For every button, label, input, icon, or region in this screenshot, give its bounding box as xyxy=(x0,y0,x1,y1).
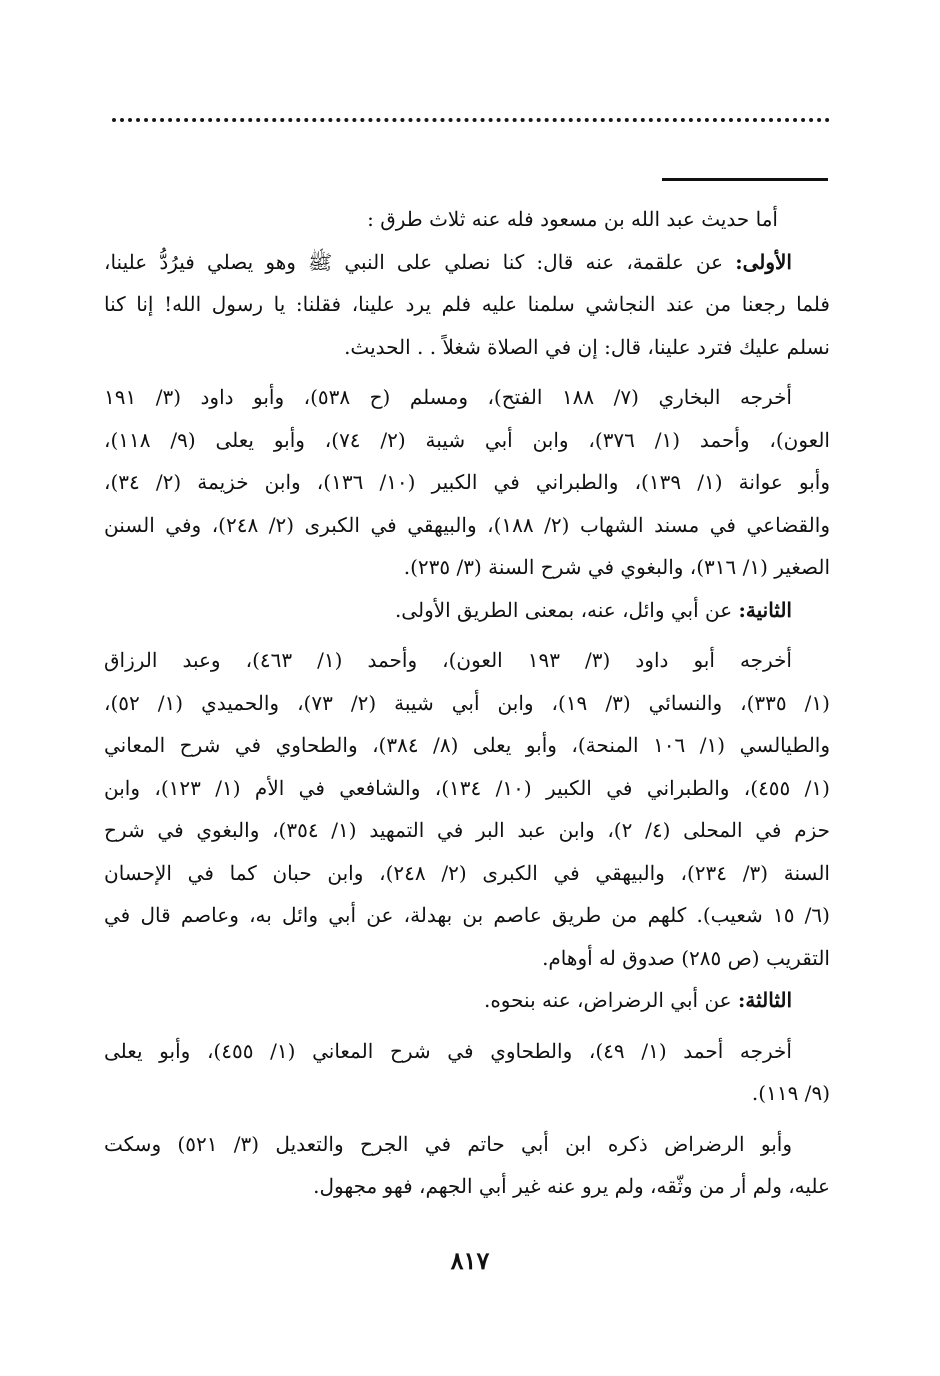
line-text: فلما رجعنا من عند النجاشي سلمنا عليه فلم يرد علينا، فقلنا: يا رسول الله! إنا كنا xyxy=(104,292,830,316)
text-line xyxy=(104,1165,830,1208)
line-text: أخرجه أبو داود (٣/ ١٩٣ العون)، وأحمد (١/ ٤٦٣)، وعبد الرزاق xyxy=(104,648,792,672)
line-text: عن أبي وائل، عنه، بمعنى الطريق الأولى. xyxy=(394,597,739,622)
dotted-separator xyxy=(112,118,830,122)
text-line xyxy=(104,767,830,810)
line-text: وأبو عوانة (١/ ١٣٩)، والطبراني في الكبير (١٠/ ١٣٦)، وابن خزيمة (٢/ ٣٤)، xyxy=(104,470,830,494)
text-line xyxy=(104,589,830,632)
line-text: التقريب (ص ٢٨٥) صدوق له أوهام. xyxy=(542,945,830,970)
text-line xyxy=(104,979,830,1022)
text-line xyxy=(104,461,830,504)
text-line xyxy=(104,283,830,326)
line-text: (٦/ ١٥ شعيب). كلهم من طريق عاصم بن بهدلة، عن أبي وائل به، وعاصم قال في xyxy=(104,903,830,927)
line-text: نسلم عليك فترد علينا، قال: إن في الصلاة شغلاً . . الحديث. xyxy=(344,334,830,359)
text-line xyxy=(104,376,830,419)
line-text: العون)، وأحمد (١/ ٣٧٦)، وابن أبي شيبة (٢/ ٧٤)، وأبو يعلى (٩/ ١١٨)، xyxy=(104,427,830,452)
line-text: (٩/ ١١٩). xyxy=(751,1081,830,1105)
line-text: (١/ ٤٥٥)، والطبراني في الكبير (١٠/ ١٣٤)، والشافعي في الأم (١/ ١٢٣)، وابن xyxy=(104,775,830,800)
text-line xyxy=(104,852,830,895)
line-text: عن أبي الرضراض، عنه بنحوه. xyxy=(483,988,738,1012)
line-text: والطيالسي (١/ ١٠٦ المنحة)، وأبو يعلى (٨/ ٣٨٤)، والطحاوي في شرح المعاني xyxy=(104,733,831,757)
text-line xyxy=(104,894,830,937)
paragraph-lead: الثالثة: xyxy=(737,988,792,1012)
line-text: عن علقمة، عنه قال: كنا نصلي على النبي ﷺ وهو يصلي فيرُدُّ علينا، xyxy=(104,249,736,274)
section-rule xyxy=(662,178,828,181)
text-line xyxy=(104,809,830,852)
text-line xyxy=(104,546,830,589)
paragraph-gap xyxy=(104,368,830,376)
line-text: أخرجه أحمد (١/ ٤٩)، والطحاوي في شرح المعاني (١/ ٤٥٥)، وأبو يعلى xyxy=(104,1038,792,1063)
paragraph-gap xyxy=(104,631,830,639)
line-text: أما حديث عبد الله بن مسعود فله عنه ثلاث طرق : xyxy=(367,207,778,231)
line-text: (١/ ٣٣٥)، والنسائي (٣/ ١٩)، وابن أبي شيبة (٢/ ٧٣)، والحميدي (١/ ٥٢)، xyxy=(104,690,830,715)
text-line xyxy=(104,1123,830,1166)
text-line xyxy=(104,937,830,980)
text-line xyxy=(104,639,830,682)
paragraph-lead: الأولى: xyxy=(735,249,792,274)
line-text: أخرجه البخاري (٧/ ١٨٨ الفتح)، ومسلم (ح ٥٣٨)، وأبو داود (٣/ ١٩١ xyxy=(104,385,792,409)
line-text: وأبو الرضراض ذكره ابن أبي حاتم في الجرح والتعديل (٣/ ٥٢١) وسكت xyxy=(104,1131,792,1156)
paragraph-gap xyxy=(104,1022,830,1030)
text-line xyxy=(104,1072,830,1115)
line-text: السنة (٣/ ٢٣٤)، والبيهقي في الكبرى (٢/ ٢٤٨)، وابن حبان كما في الإحسان xyxy=(104,860,830,885)
line-text: والقضاعي في مسند الشهاب (٢/ ١٨٨)، والبيهقي في الكبرى (٢/ ٢٤٨)، وفي السنن xyxy=(104,512,830,537)
line-text: حزم في المحلى (٤/ ٢)، وابن عبد البر في التمهيد (١/ ٣٥٤)، والبغوي في شرح xyxy=(104,818,830,842)
page-body xyxy=(104,198,830,1208)
text-line xyxy=(104,682,830,725)
text-line xyxy=(104,504,830,547)
paragraph-gap xyxy=(104,1115,830,1123)
page-number: ٨١٧ xyxy=(450,1246,490,1275)
text-line xyxy=(104,1030,830,1073)
text-line xyxy=(104,724,830,767)
text-line xyxy=(104,419,830,462)
text-line xyxy=(104,241,830,284)
paragraph-lead: الثانية: xyxy=(738,597,792,622)
line-text: عليه، ولم أر من وثّقه، ولم يرو عنه غير أبي الجهم، فهو مجهول. xyxy=(313,1174,830,1198)
text-line xyxy=(104,198,830,241)
line-text: الصغير (١/ ٣١٦)، والبغوي في شرح السنة (٣/ ٢٣٥). xyxy=(403,555,830,579)
text-line xyxy=(104,326,830,369)
